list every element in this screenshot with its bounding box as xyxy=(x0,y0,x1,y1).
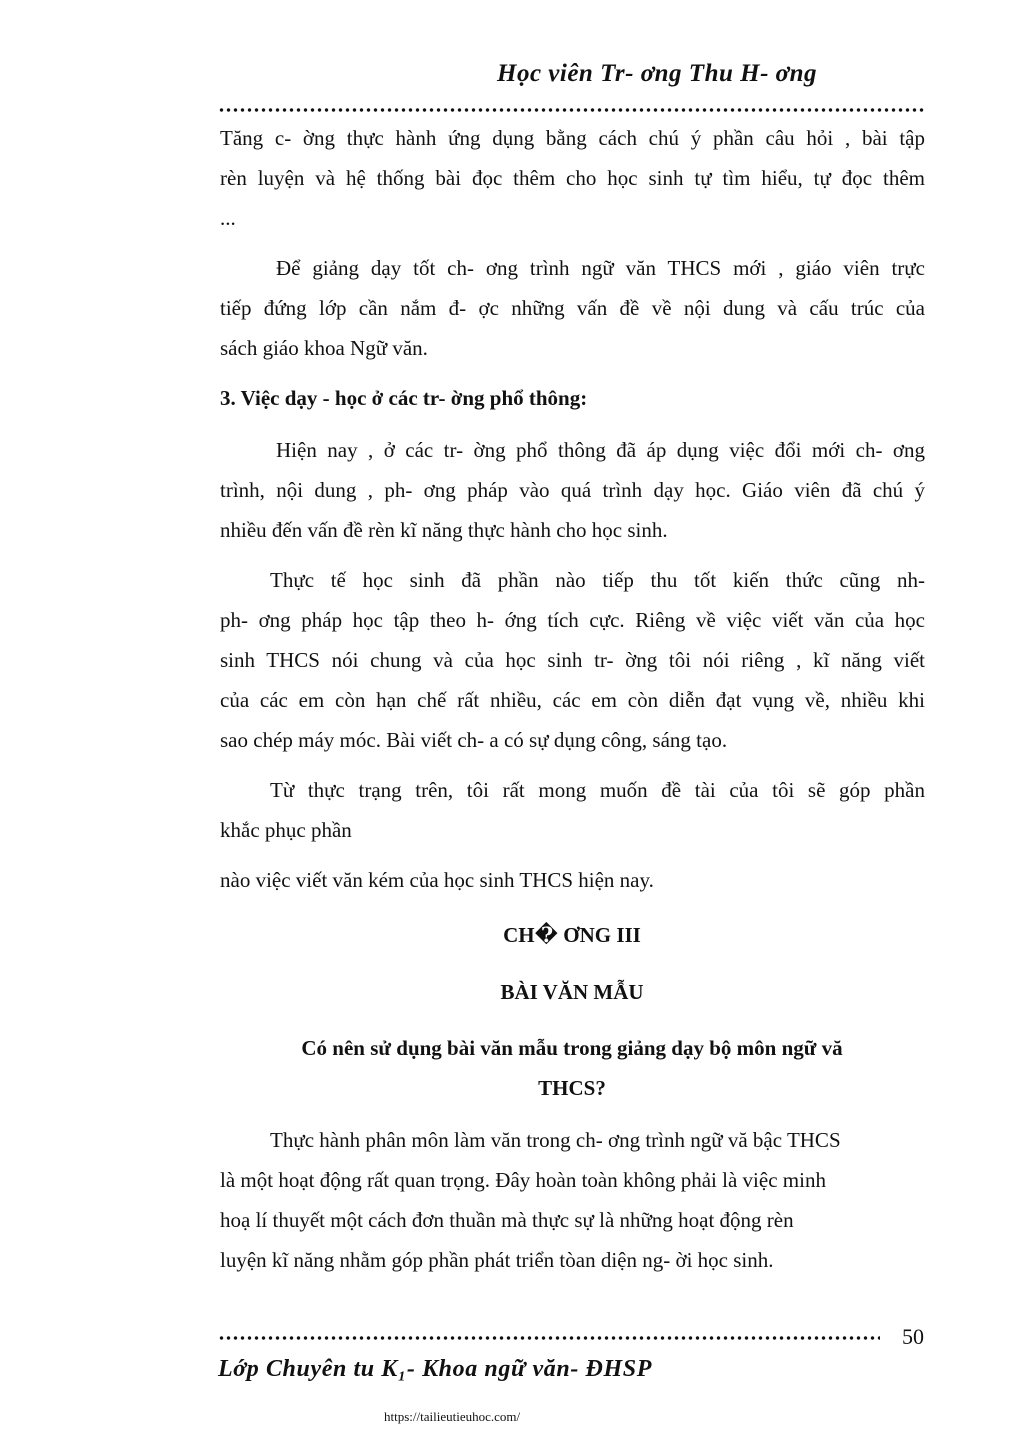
body-line: trình, nội dung , ph- ơng pháp vào quá trình dạy học. Giáo viên đã chú ý xyxy=(220,478,925,502)
section-heading: 3. Việc dạy - học ở các tr- ờng phổ thông: xyxy=(220,386,588,410)
body-line: rèn luyện và hệ thống bài đọc thêm cho học sinh tự tìm hiểu, tự đọc thêm xyxy=(220,166,925,190)
body-line: sinh THCS nói chung và của học sinh tr- ờng tôi nói riêng , kĩ năng viết xyxy=(220,648,925,672)
page-number: 50 xyxy=(902,1324,924,1349)
body-line: Từ thực trạng trên, tôi rất mong muốn đề tài của tôi sẽ góp phần xyxy=(270,778,925,802)
body-line: Tăng c- ờng thực hành ứng dụng bằng cách chú ý phần câu hỏi , bài tập xyxy=(220,126,925,150)
header-title: Học viên Tr- ơng Thu H- ơng xyxy=(497,60,817,87)
chapter-title: BÀI VĂN MẪU xyxy=(500,980,644,1004)
body-line: khắc phục phần xyxy=(220,818,352,842)
header-dotted-rule xyxy=(218,107,926,113)
footer-title: Lớp Chuyên tu K₁- Khoa ngữ văn- ĐHSP xyxy=(218,1356,652,1382)
body-line: ph- ơng pháp học tập theo h- ớng tích cực. Riêng về việc viết văn của học xyxy=(220,608,925,632)
body-line: nào việc viết văn kém của học sinh THCS hiện nay. xyxy=(220,868,654,892)
body-line: nhiều đến vấn đề rèn kĩ năng thực hành cho học sinh. xyxy=(220,518,668,542)
footer-dotted-rule xyxy=(218,1335,880,1341)
section-question: THCS? xyxy=(538,1076,606,1100)
body-line: sao chép máy móc. Bài viết ch- a có sự dụng công, sáng tạo. xyxy=(220,728,728,752)
body-line: sách giáo khoa Ngữ văn. xyxy=(220,336,428,360)
chapter-label: CH� ƠNG III xyxy=(503,923,641,947)
body-line: Hiện nay , ở các tr- ờng phổ thông đã áp dụng việc đổi mới ch- ơng xyxy=(276,438,925,462)
body-line: luyện kĩ năng nhằm góp phần phát triển tòan diện ng- ời học sinh. xyxy=(220,1248,774,1272)
section-question: Có nên sử dụng bài văn mẫu trong giảng dạy bộ môn ngữ vă xyxy=(301,1036,843,1060)
body-line: của các em còn hạn chế rất nhiều, các em còn diễn đạt vụng về, nhiều khi xyxy=(220,688,925,712)
body-line: ... xyxy=(220,206,236,230)
body-line: là một hoạt động rất quan trọng. Đây hoàn toàn không phải là việc minh xyxy=(220,1168,826,1192)
body-line: tiếp đứng lớp cần nắm đ- ợc những vấn đề về nội dung và cấu trúc của xyxy=(220,296,925,320)
body-line: Để giảng dạy tốt ch- ơng trình ngữ văn THCS mới , giáo viên trực xyxy=(276,256,925,280)
source-url-link[interactable]: https://tailieutieuhoc.com/ xyxy=(384,1409,521,1424)
body-line: Thực hành phân môn làm văn trong ch- ơng trình ngữ vă bậc THCS xyxy=(270,1128,841,1152)
body-line: Thực tế học sinh đã phần nào tiếp thu tốt kiến thức cũng nh- xyxy=(270,568,925,592)
body-line: hoạ lí thuyết một cách đơn thuần mà thực sự là những hoạt động rèn xyxy=(220,1208,794,1232)
